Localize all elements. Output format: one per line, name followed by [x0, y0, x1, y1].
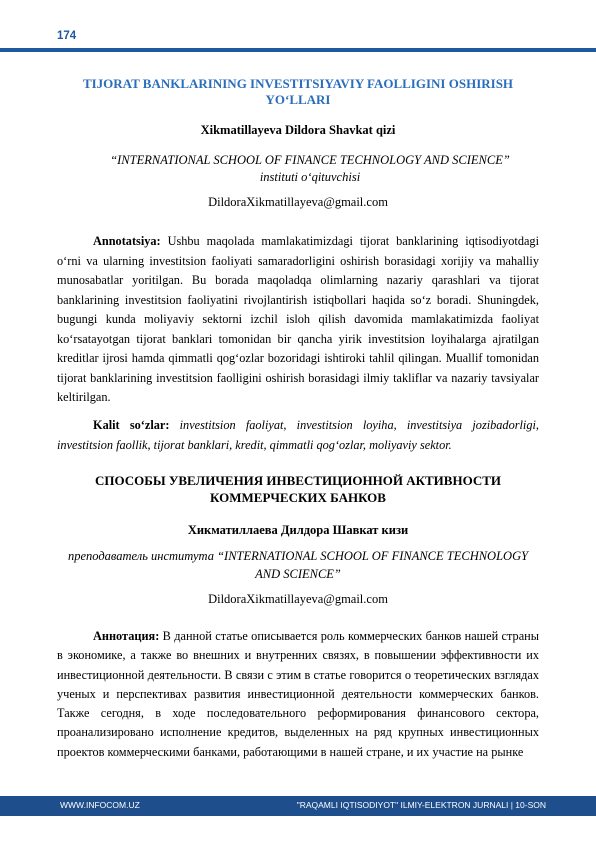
- footer-journal: "RAQAMLI IQTISODIYOT" ILMIY-ELEKTRON JURNALI | 10-SON: [296, 800, 546, 810]
- author-name-ru: Хикматиллаева Дилдора Шавкат кизи: [187, 523, 409, 537]
- article-title-ru: СПОСОБЫ УВЕЛИЧЕНИЯ ИНВЕСТИЦИОННОЙ АКТИВНОСТИ КОММЕРЧЕСКИХ БАНКОВ: [94, 473, 502, 505]
- abstract-uz: [57, 232, 539, 408]
- author-email-ru: DildoraXikmatillayeva@gmail.com: [208, 592, 388, 606]
- article-title-uz: TIJORAT BANKLARINING INVESTITSIYAVIY FAOLLIGINI OSHIRISH YO‘LLARI: [82, 76, 514, 107]
- abstract-ru: [57, 627, 539, 762]
- header-rule: [0, 48, 596, 52]
- keywords-uz: [57, 416, 539, 455]
- keywords-label-uz: Kalit so‘zlar:: [93, 418, 170, 432]
- author-affiliation-uz: “INTERNATIONAL SCHOOL OF FINANCE TECHNOLOGY AND SCIENCE” instituti o‘qituvchisi: [110, 153, 510, 184]
- author-affiliation-ru: преподаватель института “INTERNATIONAL SCHOOL OF FINANCE TECHNOLOGY AND SCIENCE”: [67, 549, 529, 581]
- abstract-text-ru: В данной статье описывается роль коммерческих банков нашей страны в экономике, а также во внешних и внутренних связях, в повышении эффективности их инвестиционной деятельности. В связи с этим в статье говорится о теоретических взглядах ученых и перспективах развития инвестиционной деятельности коммерческих банков. Также сегодня, в ходе последовательного реформирования финансового сектора, проанализировано исполнение кредитов, выделенных на ряд крупных инвестиционных проектов коммерческими банками, работающими в нашей стране, и их участие на рынке: [57, 629, 539, 759]
- author-email-uz: DildoraXikmatillayeva@gmail.com: [208, 195, 388, 209]
- footer-bar: [0, 796, 596, 816]
- abstract-label-uz: Annotatsiya:: [93, 234, 161, 248]
- keywords-text-uz: investitsion faoliyat, investitsion loyiha, investitsiya jozibadorligi, investitsion faollik, tijorat banklari, kredit, qimmatli qog‘ozlar, moliyaviy sektor.: [57, 418, 539, 452]
- page-number: 174: [57, 30, 77, 42]
- abstract-text-uz: Ushbu maqolada mamlakatimizdagi tijorat banklarining iqtisodiyotdagi o‘rni va ularning investitsion faoliyati samaradorligini oshirish borasidagi xorijiy va mahalliy munosabatlar yoritilgan. Bu borada maqoladqa olimlarning nazariy qarashlari va tijorat banklarining investitsion faoliyatini rivojlantirish istiqbollari haqida so‘z boradi. Shuningdek, bugungi kunda moliyaviy sektorni izchil isloh qilish davomida mamlakatimizda faoliyat ko‘rsatayotgan tijorat banklari tomonidan bir qancha yirik investitsion loyihalarga ajratilgan kreditlar ijrosi hamda qimmatli qog‘ozlar bozoridagi ishtiroki tahlil qilingan. Muallif tomonidan tijorat banklarining investitsion faolligini oshirish borasidagi ilmiy takliflar va nazariy tavsiyalar keltirilgan.: [57, 234, 539, 404]
- author-name-uz: Xikmatillayeva Dildora Shavkat qizi: [200, 123, 396, 137]
- footer-website: WWW.INFOCOM.UZ: [60, 800, 140, 810]
- abstract-label-ru: Аннотация:: [93, 629, 160, 643]
